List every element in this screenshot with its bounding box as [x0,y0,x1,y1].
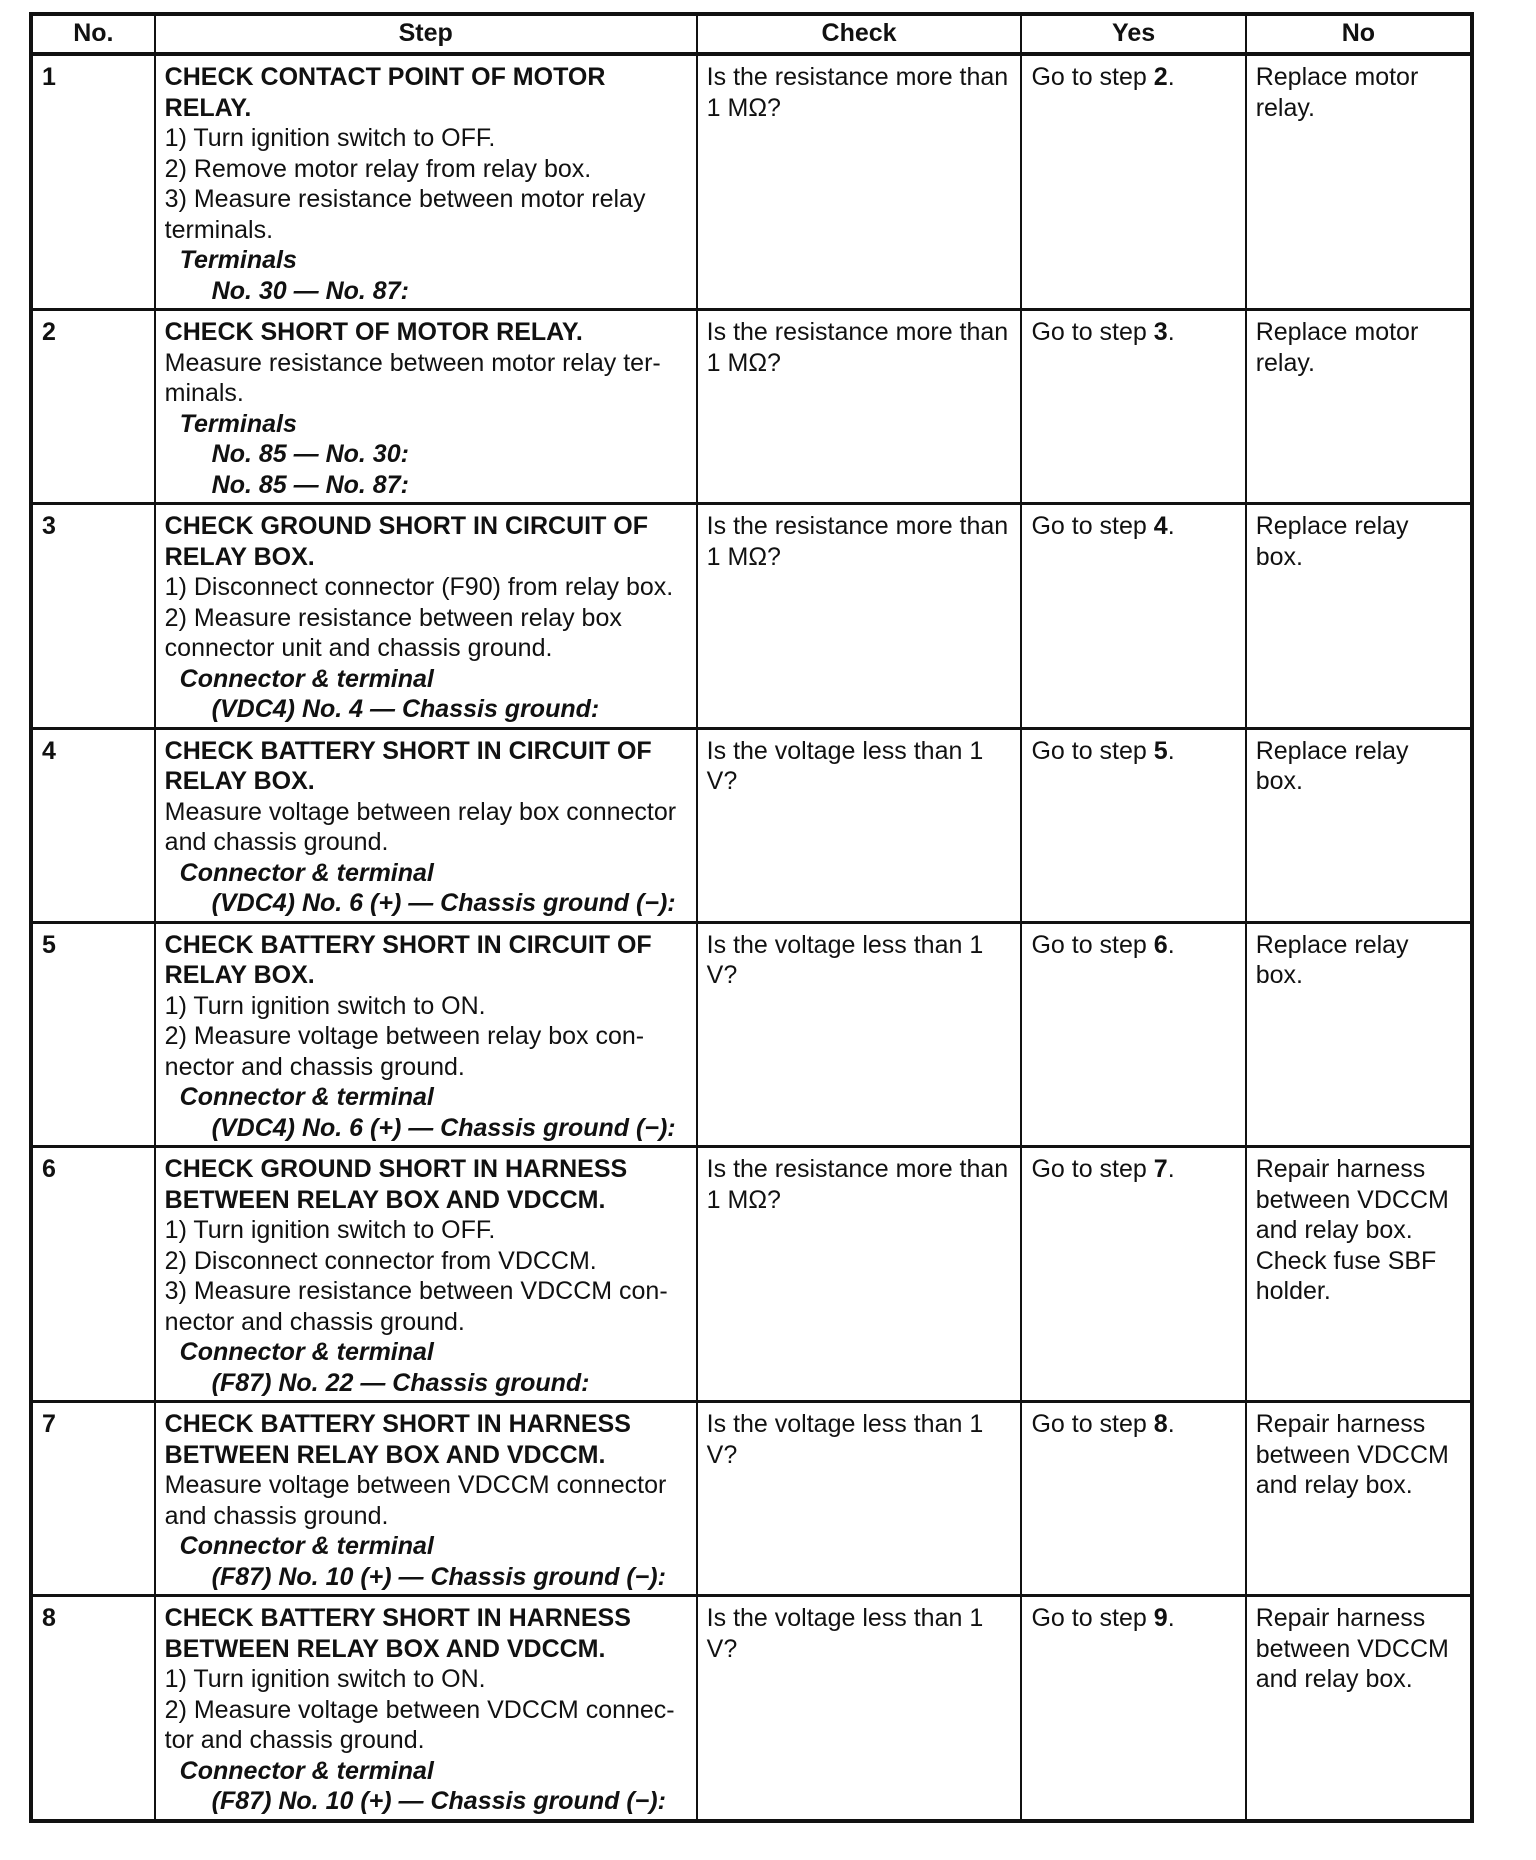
yes-period: . [1167,1410,1175,1438]
terminal-label: Connector & terminal [179,1756,434,1785]
step-instruction: 1) Turn ignition switch to OFF. [164,1216,496,1244]
step-instruction: 1) Turn ignition switch to ON. [164,991,486,1020]
yes-text: Go to step [1031,1410,1147,1438]
header-no: No. [31,14,155,54]
yes-text: Go to step [1031,63,1147,91]
step-title: CHECK BATTERY SHORT IN HARNESS BETWEEN RELAY BOX AND VDCCM. [164,1410,631,1469]
yes-step-number: 7 [1153,1155,1168,1183]
yes-cell [1021,504,1245,729]
yes-cell [1021,310,1245,504]
step-number: 3 [31,504,155,729]
step-instruction: 2) Disconnect connector from VDCCM. [164,1246,597,1275]
yes-text: Go to step [1031,736,1147,765]
table-row [31,504,1472,729]
yes-period: . [1167,1604,1175,1632]
terminal-label: Terminals [179,246,297,274]
header-check: Check [697,14,1022,54]
yes-cell [1021,54,1245,310]
yes-step-number: 2 [1153,63,1168,91]
yes-cell [1021,1402,1245,1596]
yes-text: Go to step [1031,1604,1147,1632]
step-cell [155,728,697,922]
step-number: 1 [31,54,155,310]
step-number: 4 [31,728,155,922]
step-title: CHECK GROUND SHORT IN CIRCUIT OF RELAY BOX. [164,512,648,571]
step-instruction: 2) Measure voltage between VDCCM connec- tor and chassis ground. [164,1695,675,1754]
check-cell: Is the resistance more than 1 MΩ? [697,54,1022,310]
step-number: 8 [31,1596,155,1821]
step-instruction: 3) Measure resistance between motor relay terminals. [164,185,646,244]
no-cell: Replace relay box. [1246,728,1472,922]
step-instruction: 1) Disconnect connector (F90) from relay box. [164,573,674,601]
yes-period: . [1167,930,1175,959]
step-instruction: 3) Measure resistance between VDCCM con- nector and chassis ground. [164,1277,668,1336]
terminal-label: Connector & terminal [179,1532,434,1560]
yes-step-number: 8 [1153,1410,1168,1438]
terminal-label: Connector & terminal [179,858,434,887]
step-number: 5 [31,922,155,1147]
terminal-spec: (F87) No. 10 (+) — Chassis ground (−): [211,1562,666,1591]
step-instruction: Measure voltage between relay box connector and chassis ground. [164,797,677,856]
yes-text: Go to step [1031,512,1147,540]
yes-period: . [1167,318,1175,346]
terminal-label: Connector & terminal [179,1338,434,1366]
step-instruction: 1) Turn ignition switch to ON. [164,1665,486,1693]
terminal-spec: No. 30 — No. 87: [211,276,409,305]
step-title: CHECK CONTACT POINT OF MOTOR RELAY. [164,63,606,122]
check-cell: Is the voltage less than 1 V? [697,922,1022,1147]
yes-step-number: 4 [1153,512,1168,540]
step-cell [155,1402,697,1596]
table-row [31,310,1472,504]
yes-cell [1021,728,1245,922]
yes-text: Go to step [1031,318,1147,346]
terminal-spec: (F87) No. 22 — Chassis ground: [211,1368,590,1397]
step-cell [155,504,697,729]
yes-step-number: 9 [1153,1604,1168,1632]
table-row [31,1147,1472,1402]
check-cell: Is the voltage less than 1 V? [697,1402,1022,1596]
yes-text: Go to step [1031,930,1147,959]
yes-cell [1021,922,1245,1147]
header-no-result: No [1246,14,1472,54]
step-cell [155,1596,697,1821]
table-row [31,728,1472,922]
check-cell: Is the resistance more than 1 MΩ? [697,310,1022,504]
yes-step-number: 5 [1153,736,1168,765]
step-instruction: Measure voltage between VDCCM connector and chassis ground. [164,1471,667,1530]
step-number: 6 [31,1147,155,1402]
no-cell: Replace relay box. [1246,922,1472,1147]
step-instruction: 2) Measure voltage between relay box con- nector and chassis ground. [164,1022,645,1081]
no-cell: Repair harness between VDCCM and relay box. Check fuse SBF holder. [1246,1147,1472,1402]
step-number: 7 [31,1402,155,1596]
table-row [31,922,1472,1147]
table-row [31,1596,1472,1821]
terminal-spec: (F87) No. 10 (+) — Chassis ground (−): [211,1787,666,1815]
header-yes: Yes [1021,14,1245,54]
step-title: CHECK GROUND SHORT IN HARNESS BETWEEN RELAY BOX AND VDCCM. [164,1155,628,1214]
step-number: 2 [31,310,155,504]
terminal-label: Connector & terminal [179,1083,434,1111]
step-instruction: 2) Remove motor relay from relay box. [164,154,592,183]
step-cell [155,1147,697,1402]
step-title: CHECK BATTERY SHORT IN HARNESS BETWEEN RELAY BOX AND VDCCM. [164,1604,631,1663]
yes-text: Go to step [1031,1155,1147,1183]
yes-period: . [1167,512,1175,540]
terminal-spec: No. 85 — No. 30: [211,440,409,468]
step-title: CHECK BATTERY SHORT IN CIRCUIT OF RELAY BOX. [164,930,652,989]
terminal-label: Terminals [179,409,297,438]
step-instruction: Measure resistance between motor relay ter- minals. [164,348,661,407]
check-cell: Is the voltage less than 1 V? [697,728,1022,922]
no-cell: Replace motor relay. [1246,310,1472,504]
header-row [31,14,1472,54]
yes-period: . [1167,1155,1175,1183]
yes-cell [1021,1596,1245,1821]
no-cell: Repair harness between VDCCM and relay box. [1246,1402,1472,1596]
terminal-spec: No. 85 — No. 87: [211,470,409,499]
table-row [31,1402,1472,1596]
terminal-spec: (VDC4) No. 6 (+) — Chassis ground (−): [211,889,676,917]
check-cell: Is the voltage less than 1 V? [697,1596,1022,1821]
table-body [31,54,1472,1821]
table-row [31,54,1472,310]
no-cell: Replace motor relay. [1246,54,1472,310]
terminal-spec: (VDC4) No. 4 — Chassis ground: [211,695,600,723]
step-instruction: 2) Measure resistance between relay box connector unit and chassis ground. [164,603,622,662]
no-cell: Replace relay box. [1246,504,1472,729]
no-cell: Repair harness between VDCCM and relay box. [1246,1596,1472,1821]
header-step: Step [155,14,697,54]
yes-period: . [1167,63,1175,91]
yes-step-number: 6 [1153,930,1168,959]
diagnostic-table [29,12,1474,1823]
step-title: CHECK BATTERY SHORT IN CIRCUIT OF RELAY BOX. [164,736,652,795]
step-title: CHECK SHORT OF MOTOR RELAY. [164,318,583,346]
check-cell: Is the resistance more than 1 MΩ? [697,504,1022,729]
check-cell: Is the resistance more than 1 MΩ? [697,1147,1022,1402]
terminal-spec: (VDC4) No. 6 (+) — Chassis ground (−): [211,1113,676,1142]
step-instruction: 1) Turn ignition switch to OFF. [164,124,496,152]
yes-step-number: 3 [1153,318,1168,346]
step-cell [155,922,697,1147]
step-cell [155,310,697,504]
yes-period: . [1167,736,1175,765]
terminal-label: Connector & terminal [179,664,434,693]
step-cell [155,54,697,310]
yes-cell [1021,1147,1245,1402]
